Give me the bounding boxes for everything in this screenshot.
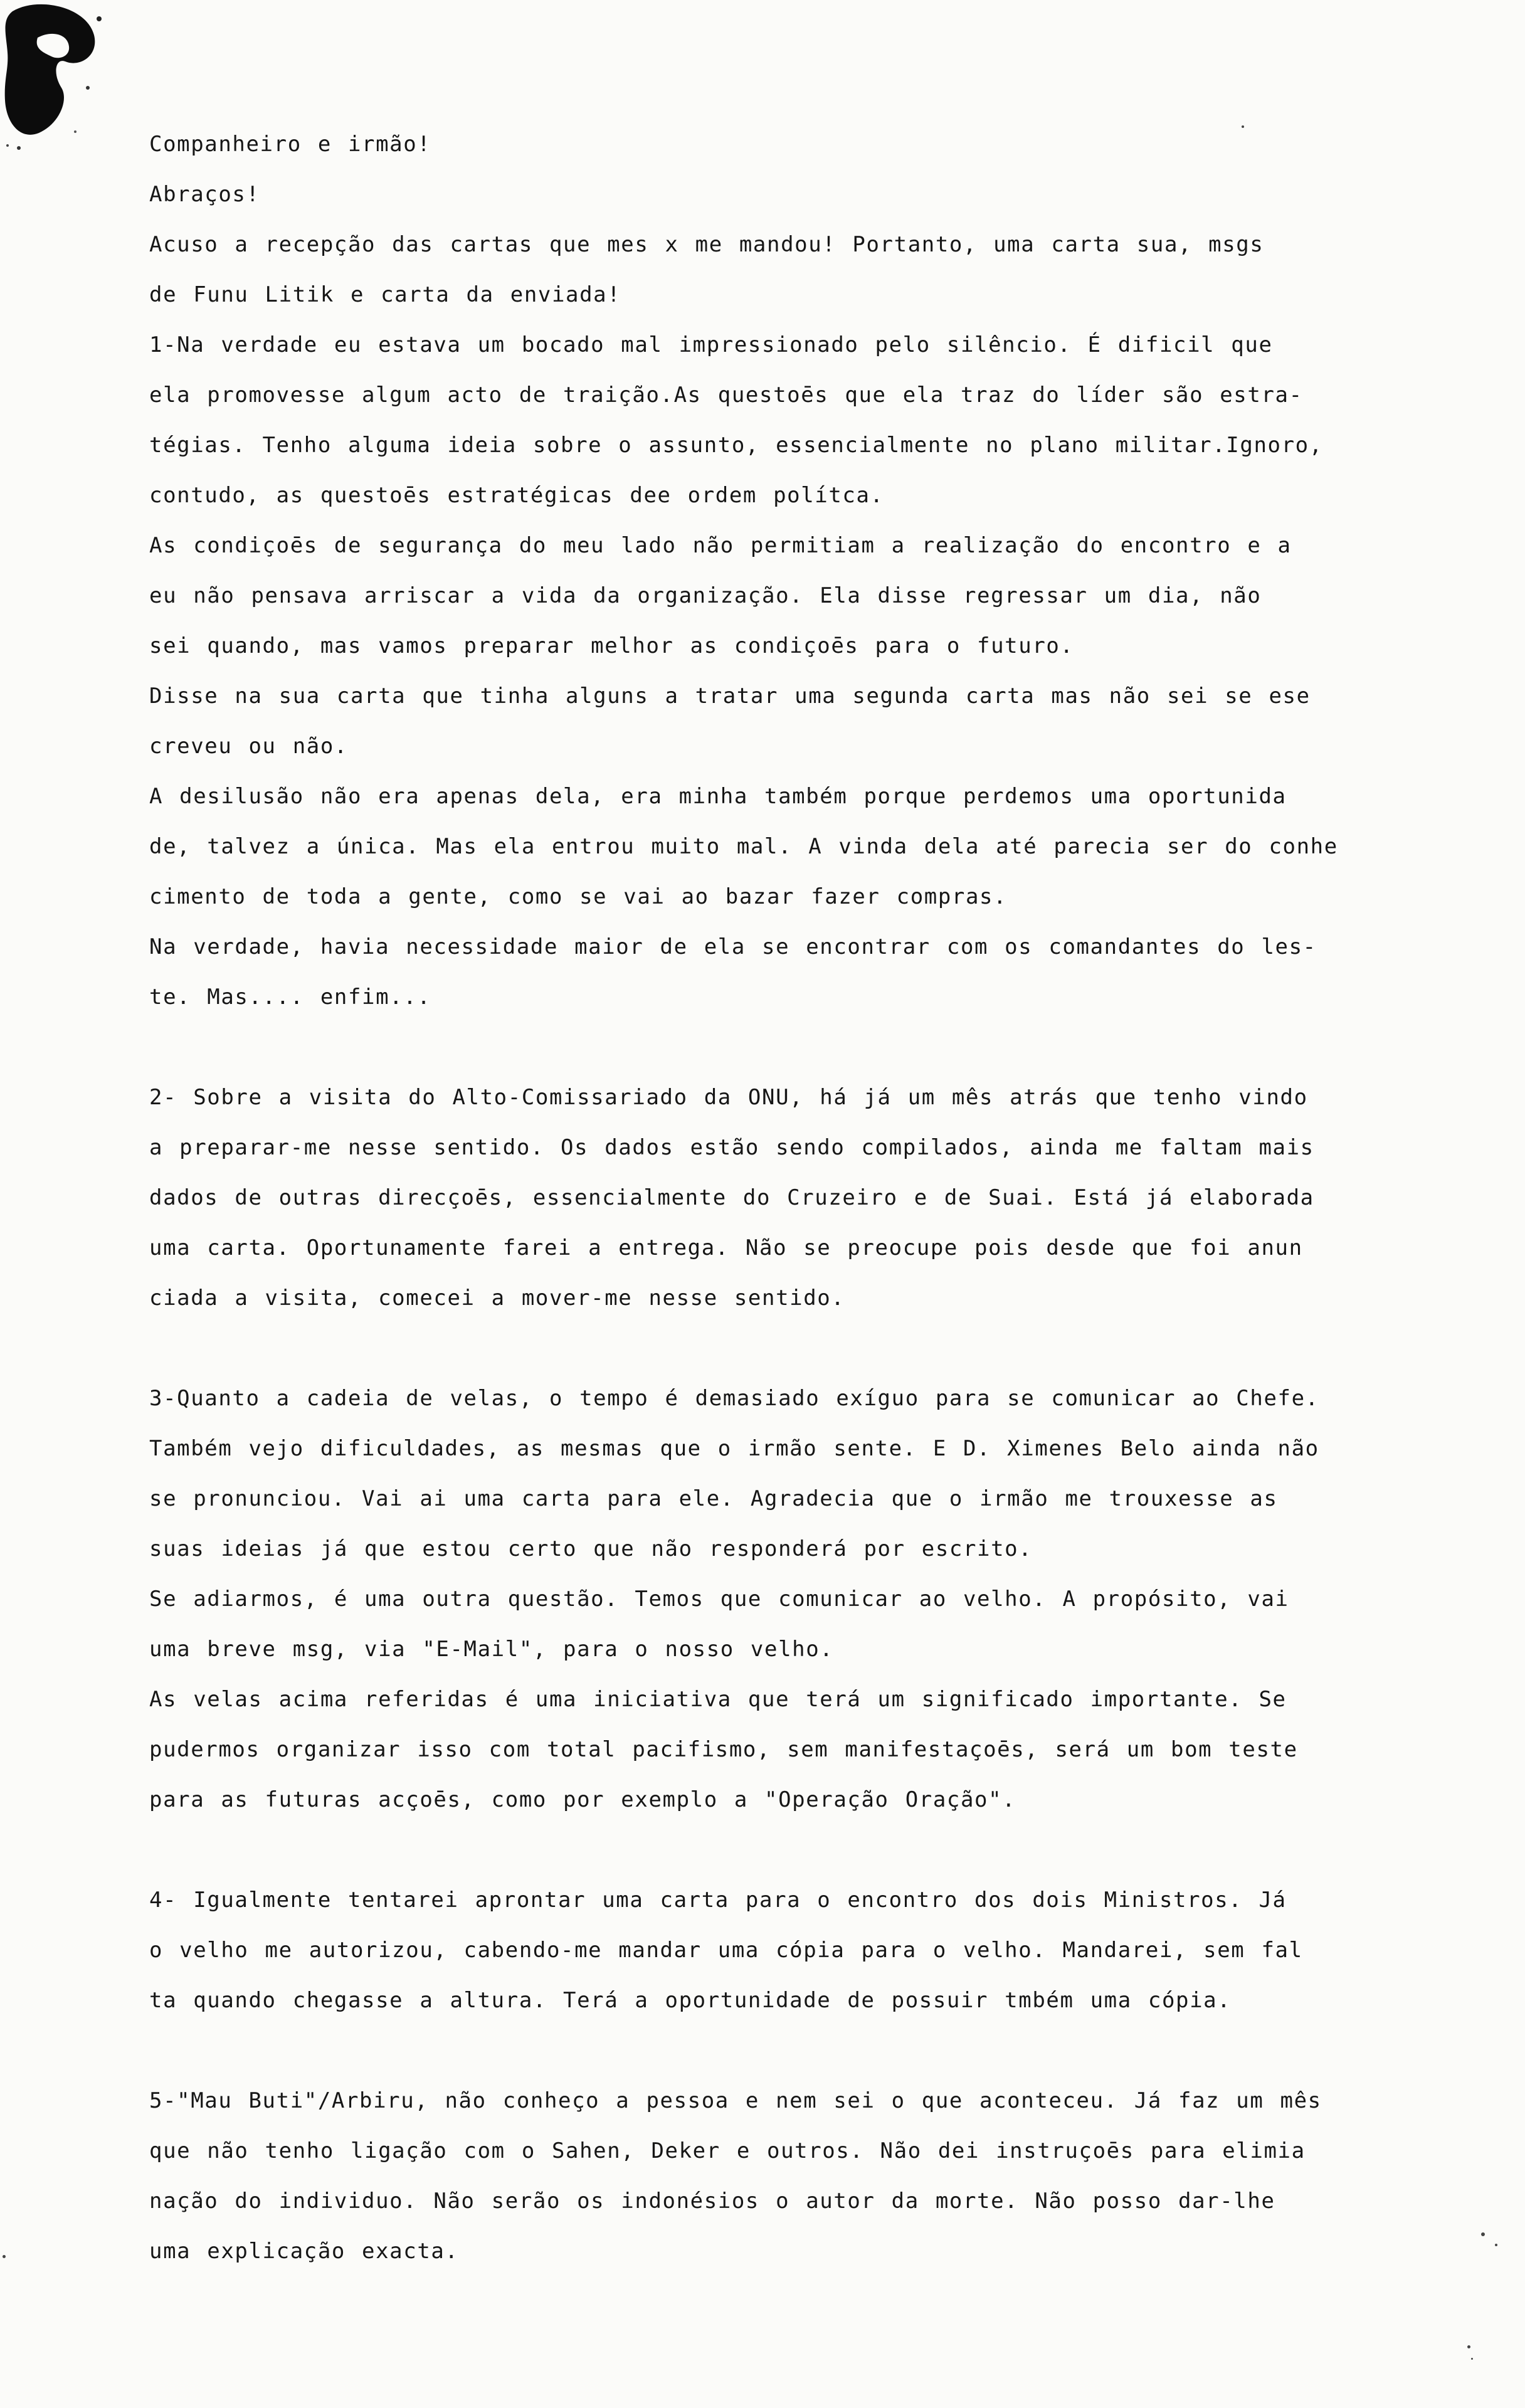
text-line: o velho me autorizou, cabendo-me mandar uma cópia para o velho. Mandarei, sem fal bbox=[149, 1938, 1303, 1963]
text-line: uma carta. Oportunamente farei a entrega. Não se preocupe pois desde que foi anun bbox=[149, 1235, 1303, 1260]
text-line: tégias. Tenho alguma ideia sobre o assunto, essencialmente no plano militar.Ignoro, bbox=[149, 433, 1323, 458]
intro-paragraph bbox=[149, 219, 1441, 320]
section-2 bbox=[149, 1072, 1441, 1323]
section-1 bbox=[149, 320, 1441, 1022]
text-line: As condiçoēs de segurança do meu lado não permitiam a realização do encontro e a bbox=[149, 533, 1292, 558]
scan-speck bbox=[1481, 2232, 1485, 2236]
text-line: Disse na sua carta que tinha alguns a tratar uma segunda carta mas não sei se ese bbox=[149, 684, 1311, 709]
text-line: A desilusão não era apenas dela, era minha também porque perdemos uma oportunida bbox=[149, 784, 1287, 809]
text-line: a preparar-me nesse sentido. Os dados estão sendo compilados, ainda me faltam mais bbox=[149, 1135, 1314, 1160]
paragraph-gap bbox=[149, 1825, 1441, 1875]
text-line: 5-"Mau Buti"/Arbiru, não conheço a pessoa e nem sei o que aconteceu. Já faz um mês bbox=[149, 2088, 1322, 2113]
text-line: nação do individuo. Não serão os indonésios o autor da morte. Não posso dar-lhe bbox=[149, 2189, 1275, 2214]
text-line: suas ideias já que estou certo que não responderá por escrito. bbox=[149, 1536, 1033, 1561]
salutation: Companheiro e irmão! bbox=[149, 132, 431, 157]
text-line: que não tenho ligação com o Sahen, Deker e outros. Não dei instruçoēs para elimia bbox=[149, 2138, 1306, 2163]
letter-body bbox=[149, 119, 1441, 2276]
section-3 bbox=[149, 1373, 1441, 1825]
section-5 bbox=[149, 2076, 1441, 2276]
text-line: 4- Igualmente tentarei aprontar uma carta para o encontro dos dois Ministros. Já bbox=[149, 1888, 1287, 1913]
scan-speck bbox=[1471, 2358, 1473, 2360]
text-line: contudo, as questoēs estratégicas dee ordem polítca. bbox=[149, 483, 884, 508]
text-line: ela promovesse algum acto de traição.As questoēs que ela traz do líder são estra- bbox=[149, 383, 1303, 408]
text-line: pudermos organizar isso com total pacifismo, sem manifestaçoēs, será um bom teste bbox=[149, 1737, 1298, 1762]
text-line: se pronunciou. Vai ai uma carta para ele. Agradecia que o irmão me trouxesse as bbox=[149, 1486, 1278, 1511]
text-line: eu não pensava arriscar a vida da organização. Ela disse regressar um dia, não bbox=[149, 583, 1262, 608]
text-line: ciada a visita, comecei a mover-me nesse sentido. bbox=[149, 1286, 845, 1311]
section-4 bbox=[149, 1875, 1441, 2025]
paragraph-gap bbox=[149, 2025, 1441, 2076]
text-line: Também vejo dificuldades, as mesmas que o irmão sente. E D. Ximenes Belo ainda não bbox=[149, 1436, 1319, 1461]
ink-blot-mark bbox=[0, 0, 107, 163]
text-line: creveu ou não. bbox=[149, 734, 348, 759]
text-line: Acuso a recepção das cartas que mes x me mandou! Portanto, uma carta sua, msgs bbox=[149, 232, 1264, 257]
text-line: 1-Na verdade eu estava um bocado mal impressionado pelo silêncio. É dificil que bbox=[149, 332, 1273, 357]
scan-speck bbox=[1467, 2345, 1470, 2348]
paragraph-gap bbox=[149, 1022, 1441, 1072]
text-line: de Funu Litik e carta da enviada! bbox=[149, 282, 621, 307]
text-line: 2- Sobre a visita do Alto-Comissariado da ONU, há já um mês atrás que tenho vindo bbox=[149, 1085, 1308, 1110]
text-line: para as futuras acçoēs, como por exemplo a "Operação Oração". bbox=[149, 1787, 1016, 1812]
text-line: 3-Quanto a cadeia de velas, o tempo é demasiado exíguo para se comunicar ao Chefe. bbox=[149, 1386, 1319, 1411]
text-line: dados de outras direcçoēs, essencialmente do Cruzeiro e de Suai. Está já elaborada bbox=[149, 1185, 1314, 1210]
text-line: uma explicação exacta. bbox=[149, 2239, 459, 2264]
text-line: te. Mas.... enfim... bbox=[149, 985, 431, 1010]
text-line: uma breve msg, via "E-Mail", para o nosso velho. bbox=[149, 1637, 834, 1662]
text-line: cimento de toda a gente, como se vai ao bazar fazer compras. bbox=[149, 884, 1008, 909]
text-line: ta quando chegasse a altura. Terá a oportunidade de possuir tmbém uma cópia. bbox=[149, 1988, 1232, 2013]
scan-speck bbox=[3, 2255, 6, 2258]
text-line: de, talvez a única. Mas ela entrou muito mal. A vinda dela até parecia ser do conhe bbox=[149, 834, 1338, 859]
text-line: sei quando, mas vamos preparar melhor as condiçoēs para o futuro. bbox=[149, 633, 1074, 658]
scan-speck bbox=[1242, 125, 1244, 128]
text-line: Na verdade, havia necessidade maior de ela se encontrar com os comandantes do les- bbox=[149, 934, 1317, 959]
greeting: Abraços! bbox=[149, 182, 260, 207]
paragraph-gap bbox=[149, 1323, 1441, 1373]
scan-speck bbox=[1495, 2244, 1497, 2246]
text-line: Se adiarmos, é uma outra questão. Temos que comunicar ao velho. A propósito, vai bbox=[149, 1587, 1289, 1612]
text-line: As velas acima referidas é uma iniciativa que terá um significado importante. Se bbox=[149, 1687, 1287, 1712]
